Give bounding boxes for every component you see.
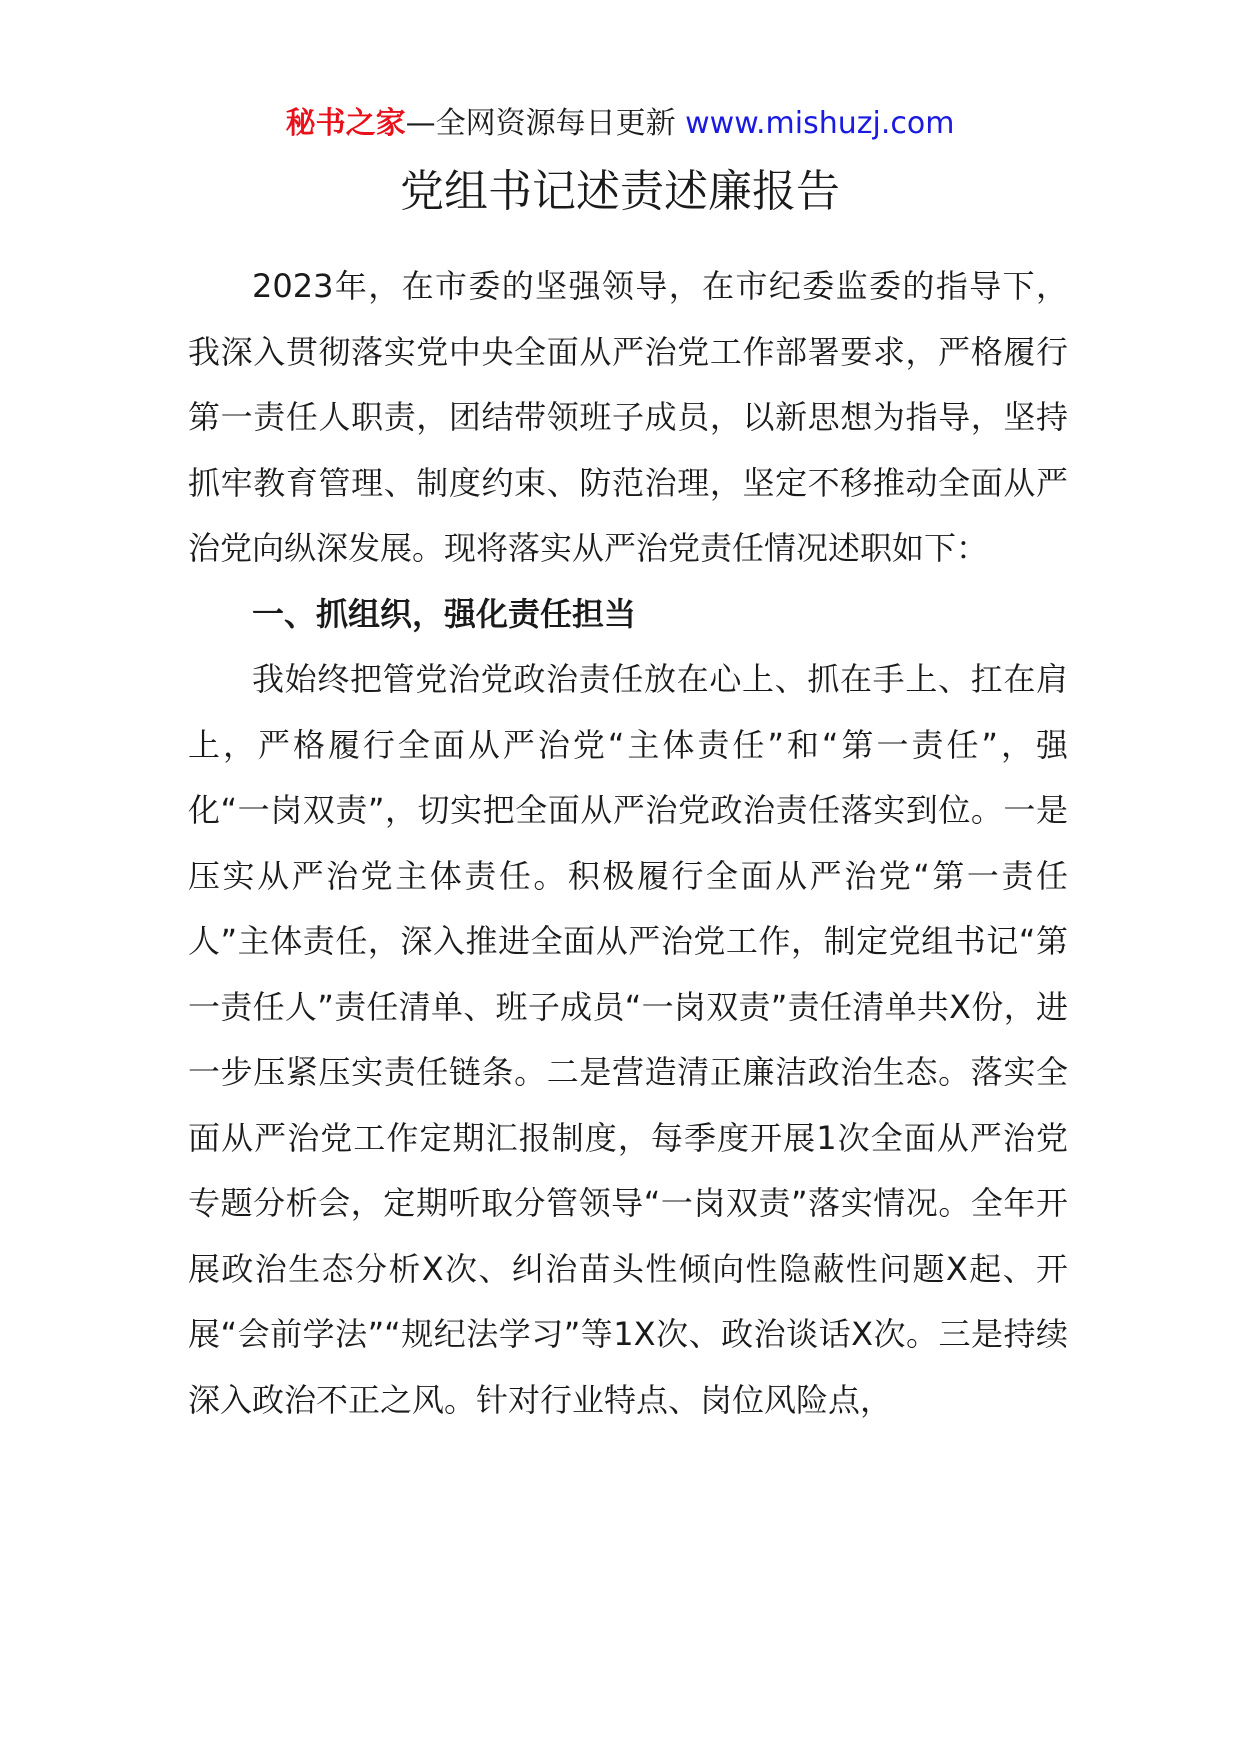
paragraph-intro: 2023年，在市委的坚强领导，在市纪委监委的指导下，我深入贯彻落实党中央全面从严治党工作部署要求，严格履行第一责任人职责，团结带领班子成员，以新思想为指导，坚持抓牢教育管理、制度约束、防范治理，坚定不移推动全面从严治党向纵深发展。现将落实从严治党责任情况述职如下： [188,267,1068,567]
paragraph-section-1: 我始终把管党治党政治责任放在心上、抓在手上、扛在肩上，严格履行全面从严治党“主体责任”和“第一责任”，强化“一岗双责”，切实把全面从严治党政治责任落实到位。一是压实从严治党主体责任。积极履行全面从严治党“第一责任人”主体责任，深入推进全面从严治党工作，制定党组书记“第一责任人”责任清单、班子成员“一岗双责”责任清单共X份，进一步压紧压实责任链条。二是营造清正廉洁政治生态。落实全面从严治党工作定期汇报制度，每季度开展1次全面从严治党专题分析会，定期听取分管领导“一岗双责”落实情况。全年开展政治生态分析X次、纠治苗头性倾向性隐蔽性问题X起、开展“会前学法”“规纪法学习”等1X次、政治谈话X次。三是持续深入政治不正之风。针对行业特点、岗位风险点， [188,660,1068,1419]
document-body [188,254,1068,1433]
document-title: 党组书记述责述廉报告 [400,166,840,217]
site-header [0,100,1240,148]
brand-name: 秘书之家 [285,106,406,141]
section-heading: 一、抓组织，强化责任担当 [252,594,637,633]
site-url-link[interactable]: www.mishuzj.com [685,106,955,141]
header-slogan: —全网资源每日更新 [405,106,686,141]
